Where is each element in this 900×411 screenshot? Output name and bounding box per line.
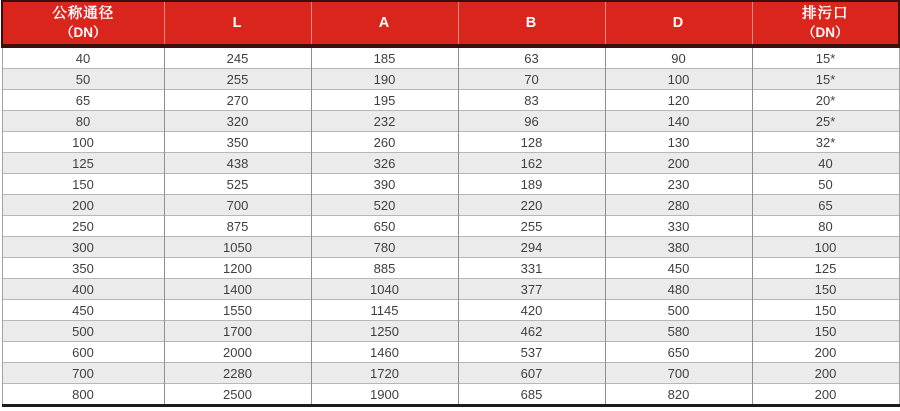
table-row bbox=[2, 342, 899, 363]
column-header bbox=[458, 1, 605, 46]
table-cell: 200 bbox=[2, 195, 164, 216]
column-header-line2: （DN） bbox=[802, 24, 849, 40]
spec-table-body bbox=[2, 46, 899, 406]
column-header-line1: D bbox=[672, 14, 685, 31]
spec-table-header bbox=[2, 1, 899, 46]
table-cell: 40 bbox=[752, 153, 899, 174]
table-cell: 100 bbox=[752, 237, 899, 258]
table-row bbox=[2, 384, 899, 406]
table-cell: 500 bbox=[605, 300, 752, 321]
table-cell: 885 bbox=[311, 258, 458, 279]
column-header bbox=[605, 1, 752, 46]
table-cell: 438 bbox=[164, 153, 311, 174]
column-header-line2: （DN） bbox=[60, 24, 107, 40]
table-cell: 150 bbox=[752, 321, 899, 342]
column-header bbox=[2, 1, 164, 46]
table-cell: 1900 bbox=[311, 384, 458, 406]
table-cell: 520 bbox=[311, 195, 458, 216]
table-row bbox=[2, 174, 899, 195]
table-cell: 120 bbox=[605, 90, 752, 111]
table-cell: 2000 bbox=[164, 342, 311, 363]
table-cell: 450 bbox=[2, 300, 164, 321]
table-row bbox=[2, 279, 899, 300]
table-cell: 377 bbox=[458, 279, 605, 300]
table-cell: 320 bbox=[164, 111, 311, 132]
table-cell: 650 bbox=[605, 342, 752, 363]
table-cell: 2280 bbox=[164, 363, 311, 384]
table-cell: 150 bbox=[752, 300, 899, 321]
table-cell: 700 bbox=[2, 363, 164, 384]
table-cell: 480 bbox=[605, 279, 752, 300]
table-cell: 96 bbox=[458, 111, 605, 132]
table-cell: 80 bbox=[752, 216, 899, 237]
table-cell: 390 bbox=[311, 174, 458, 195]
table-row bbox=[2, 111, 899, 132]
table-cell: 40 bbox=[2, 46, 164, 69]
table-cell: 25* bbox=[752, 111, 899, 132]
table-cell: 189 bbox=[458, 174, 605, 195]
table-cell: 100 bbox=[605, 69, 752, 90]
table-cell: 500 bbox=[2, 321, 164, 342]
table-cell: 255 bbox=[164, 69, 311, 90]
table-cell: 65 bbox=[2, 90, 164, 111]
table-cell: 350 bbox=[164, 132, 311, 153]
table-cell: 700 bbox=[164, 195, 311, 216]
table-cell: 685 bbox=[458, 384, 605, 406]
table-row bbox=[2, 216, 899, 237]
table-cell: 1550 bbox=[164, 300, 311, 321]
table-cell: 331 bbox=[458, 258, 605, 279]
column-header-line1: B bbox=[525, 14, 538, 31]
table-cell: 1460 bbox=[311, 342, 458, 363]
table-cell: 32* bbox=[752, 132, 899, 153]
table-cell: 232 bbox=[311, 111, 458, 132]
column-header bbox=[311, 1, 458, 46]
table-row bbox=[2, 132, 899, 153]
table-cell: 190 bbox=[311, 69, 458, 90]
table-cell: 150 bbox=[752, 279, 899, 300]
table-cell: 462 bbox=[458, 321, 605, 342]
table-cell: 780 bbox=[311, 237, 458, 258]
table-cell: 150 bbox=[2, 174, 164, 195]
table-cell: 820 bbox=[605, 384, 752, 406]
table-cell: 326 bbox=[311, 153, 458, 174]
table-cell: 1720 bbox=[311, 363, 458, 384]
table-cell: 420 bbox=[458, 300, 605, 321]
table-row bbox=[2, 321, 899, 342]
table-cell: 140 bbox=[605, 111, 752, 132]
table-cell: 200 bbox=[752, 384, 899, 406]
table-cell: 100 bbox=[2, 132, 164, 153]
table-cell: 195 bbox=[311, 90, 458, 111]
table-cell: 50 bbox=[2, 69, 164, 90]
table-cell: 220 bbox=[458, 195, 605, 216]
table-cell: 525 bbox=[164, 174, 311, 195]
table-cell: 250 bbox=[2, 216, 164, 237]
table-cell: 162 bbox=[458, 153, 605, 174]
table-cell: 875 bbox=[164, 216, 311, 237]
table-cell: 20* bbox=[752, 90, 899, 111]
table-cell: 300 bbox=[2, 237, 164, 258]
table-cell: 450 bbox=[605, 258, 752, 279]
table-cell: 650 bbox=[311, 216, 458, 237]
table-cell: 260 bbox=[311, 132, 458, 153]
table-cell: 50 bbox=[752, 174, 899, 195]
table-cell: 63 bbox=[458, 46, 605, 69]
table-cell: 80 bbox=[2, 111, 164, 132]
table-cell: 1250 bbox=[311, 321, 458, 342]
table-cell: 1050 bbox=[164, 237, 311, 258]
table-cell: 1040 bbox=[311, 279, 458, 300]
table-row bbox=[2, 153, 899, 174]
table-row bbox=[2, 363, 899, 384]
table-cell: 185 bbox=[311, 46, 458, 69]
table-cell: 245 bbox=[164, 46, 311, 69]
table-cell: 280 bbox=[605, 195, 752, 216]
table-cell: 1400 bbox=[164, 279, 311, 300]
table-cell: 1200 bbox=[164, 258, 311, 279]
table-cell: 200 bbox=[605, 153, 752, 174]
table-cell: 15* bbox=[752, 46, 899, 69]
table-cell: 400 bbox=[2, 279, 164, 300]
table-cell: 125 bbox=[2, 153, 164, 174]
table-cell: 270 bbox=[164, 90, 311, 111]
table-cell: 90 bbox=[605, 46, 752, 69]
table-cell: 294 bbox=[458, 237, 605, 258]
table-row bbox=[2, 90, 899, 111]
table-cell: 200 bbox=[752, 363, 899, 384]
table-cell: 230 bbox=[605, 174, 752, 195]
table-cell: 15* bbox=[752, 69, 899, 90]
table-cell: 700 bbox=[605, 363, 752, 384]
table-row bbox=[2, 69, 899, 90]
table-row bbox=[2, 237, 899, 258]
table-cell: 580 bbox=[605, 321, 752, 342]
table-cell: 200 bbox=[752, 342, 899, 363]
table-cell: 130 bbox=[605, 132, 752, 153]
column-header bbox=[164, 1, 311, 46]
table-cell: 83 bbox=[458, 90, 605, 111]
table-row bbox=[2, 258, 899, 279]
table-cell: 800 bbox=[2, 384, 164, 406]
table-row bbox=[2, 46, 899, 69]
column-header bbox=[752, 1, 899, 46]
table-cell: 128 bbox=[458, 132, 605, 153]
table-cell: 330 bbox=[605, 216, 752, 237]
table-cell: 600 bbox=[2, 342, 164, 363]
table-row bbox=[2, 195, 899, 216]
dimension-spec-table bbox=[1, 0, 900, 407]
column-header-line1: 排污口 bbox=[802, 5, 849, 22]
table-cell: 1145 bbox=[311, 300, 458, 321]
column-header-line1: A bbox=[378, 14, 391, 31]
table-cell: 607 bbox=[458, 363, 605, 384]
column-header-line1: 公称通径 bbox=[52, 5, 115, 22]
table-cell: 380 bbox=[605, 237, 752, 258]
header-row bbox=[2, 1, 899, 46]
table-cell: 2500 bbox=[164, 384, 311, 406]
table-cell: 255 bbox=[458, 216, 605, 237]
table-cell: 537 bbox=[458, 342, 605, 363]
table-cell: 1700 bbox=[164, 321, 311, 342]
column-header-line1: L bbox=[232, 14, 243, 31]
table-cell: 350 bbox=[2, 258, 164, 279]
table-cell: 70 bbox=[458, 69, 605, 90]
table-row bbox=[2, 300, 899, 321]
table-cell: 125 bbox=[752, 258, 899, 279]
table-cell: 65 bbox=[752, 195, 899, 216]
